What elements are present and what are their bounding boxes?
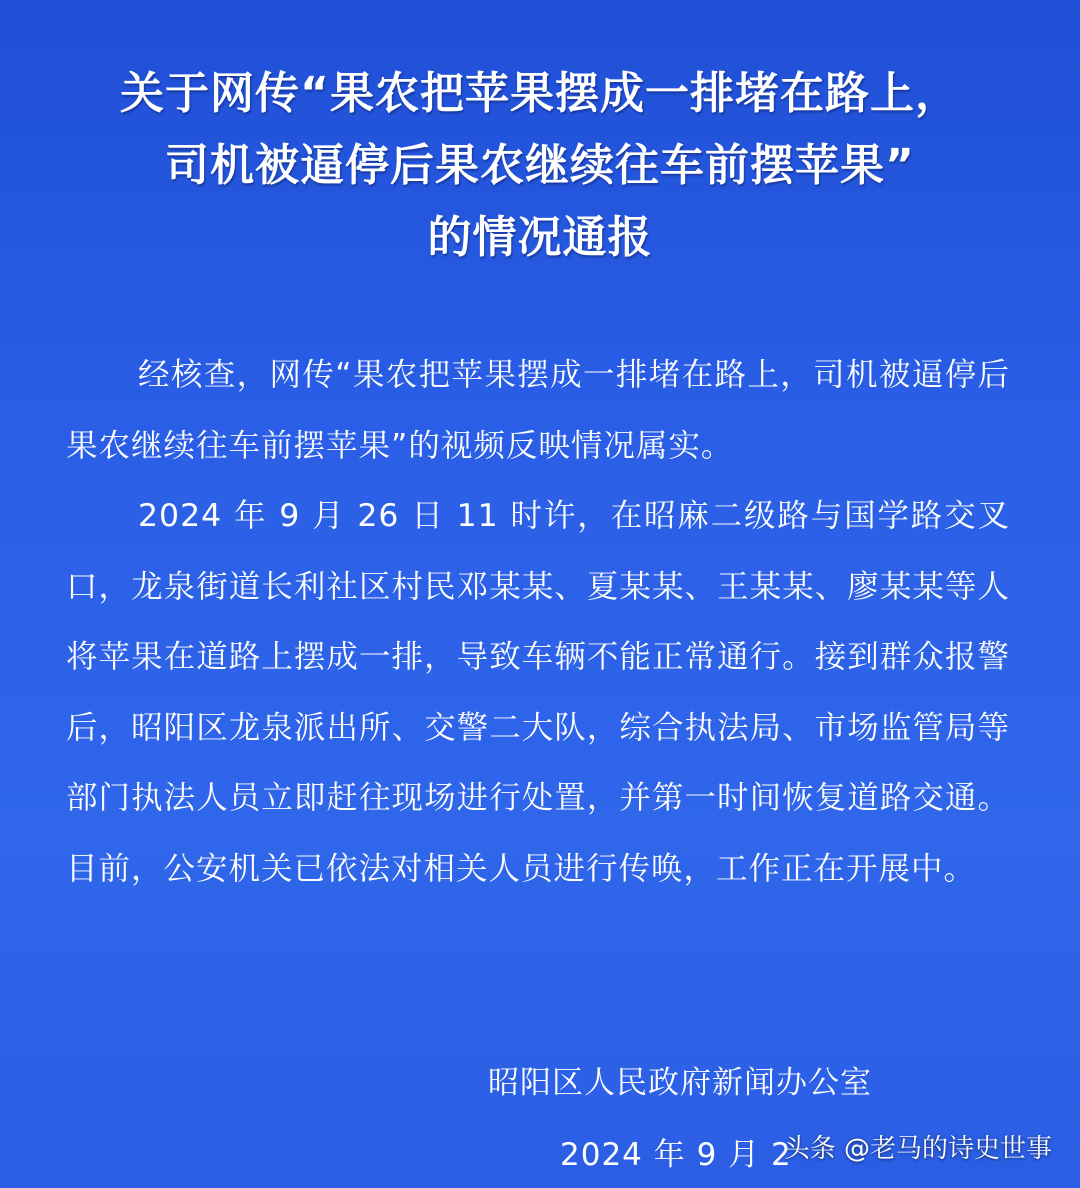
body-paragraph-2: 2024 年 9 月 26 日 11 时许，在昭麻二级路与国学路交叉口，龙泉街道长利社区村民邓某某、夏某某、王某某、廖某某等人将苹果在道路上摆成一排，导致车辆不能正常通行。接到群众报警后，昭阳区龙泉派出所、交警二大队，综合执法局、市场监管局等部门执法人员立即赶往现场进行处置，并第一时间恢复道路交通。目前，公安机关已依法对相关人员进行传唤，工作正在开展中。 (66, 498, 1010, 887)
notice-title (40, 58, 1040, 274)
platform-watermark: 头条 @老马的诗史世事 (783, 1134, 1052, 1164)
body-paragraph-1: 经核查，网传“果农把苹果摆成一排堵在路上，司机被逼停后果农继续往车前摆苹果”的视频反映情况属实。 (66, 357, 1010, 464)
notice-body (66, 340, 1010, 904)
title-line-2: 司机被逼停后果农继续往车前摆苹果” (165, 140, 915, 191)
issuer-signature: 昭阳区人民政府新闻办公室 (488, 1065, 872, 1101)
title-line-3: 的情况通报 (427, 212, 653, 263)
issue-date: 2024 年 9 月 2 (560, 1137, 792, 1173)
title-line-1: 关于网传“果农把苹果摆成一排堵在路上， (120, 68, 960, 119)
